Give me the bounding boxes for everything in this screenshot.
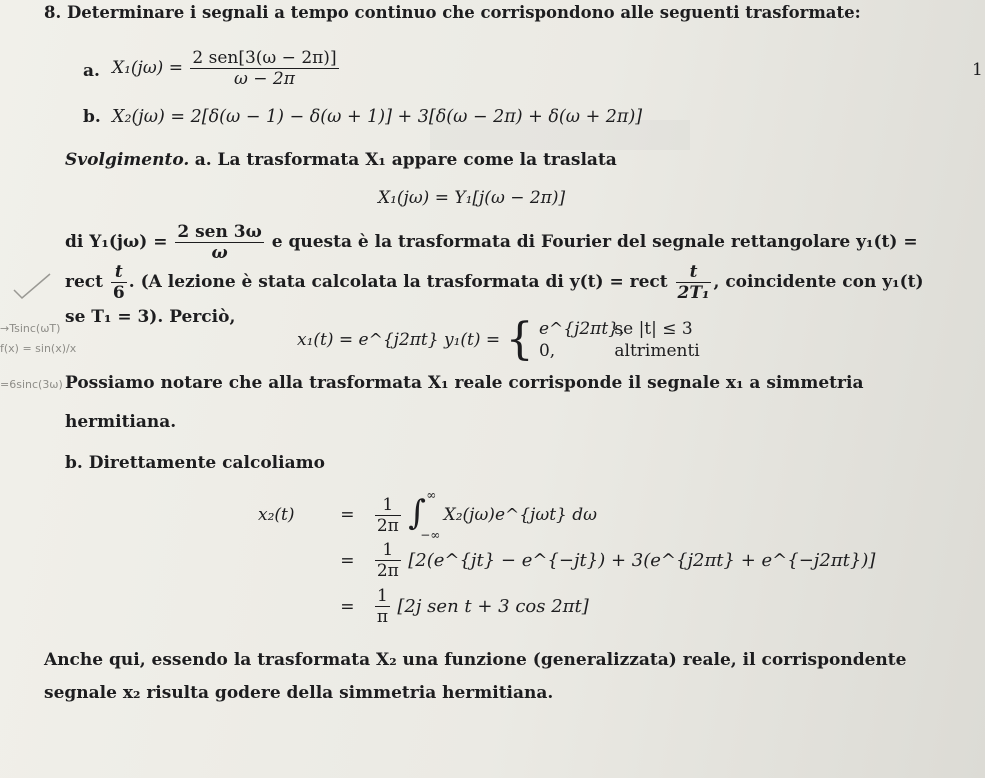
margin-note-1: →Tsinc(ωT) [0,322,61,335]
line2-pre: di Y₁(jω) = [65,232,168,252]
row2-num: 1 [375,540,401,561]
x1-piecewise [297,314,700,365]
case2-value: 0, [538,341,556,361]
part-b-title: b. Direttamente calcoliamo [65,453,325,473]
line3-num-2: t [676,262,712,283]
page-number: 1 [972,60,983,80]
integral-sign: ∫ ∞ −∞ [408,488,441,542]
line3-fraction-2 [676,262,712,303]
shift-equation: X₁(jω) = Y₁[j(ω − 2π)] [378,188,566,208]
line3-den-1: 6 [112,283,125,303]
line2-denominator: ω [211,243,228,263]
case1-value: e^{j2πt}, [538,319,625,339]
row3-fraction [375,586,390,627]
solution-label: Svolgimento. [65,150,190,170]
case1-condition: se |t| ≤ 3 [614,319,693,339]
equals-2: = [340,550,355,571]
line3-fraction-1 [111,262,127,303]
x2-row-3 [258,586,589,627]
check-mark-icon [12,270,52,300]
line3-num-1: t [111,262,127,283]
line2-numerator: 2 sen 3ω [177,222,262,242]
solution-line-2 [65,222,918,263]
item-a-formula [112,48,341,89]
row3-expression: [2j sen t + 3 cos 2πt] [397,596,589,617]
margin-note-2: f(x) = sin(x)/x [0,342,77,355]
integral-upper: ∞ [426,488,437,502]
solution-line-4: se T₁ = 3). Perciò, [65,307,236,327]
x2-row-2 [258,540,875,581]
x1-lhs: x₁(t) = e^{j2πt} y₁(t) = [297,330,501,350]
item-a-label: a. [83,61,100,81]
item-a-denominator: ω − 2π [234,69,295,89]
item-a-lhs: X₁(jω) = [112,58,183,78]
final-line-1: Anche qui, essendo la trasformata X₂ una funzione (generalizzata) reale, il corrispondente [44,650,907,670]
case-row-2 [539,340,700,362]
item-b-label: b. [83,107,101,127]
line3-post: , coincidente con y₁(t) [713,272,924,292]
line3-pre: rect [65,272,103,292]
problem-heading: 8. Determinare i segnali a tempo continuo che corrispondono alle seguenti trasformate: [44,3,861,22]
item-a-fraction [190,48,338,89]
line2-fraction [175,222,263,263]
solution-intro [65,149,617,171]
note-a-line-1: Possiamo notare che alla trasformata X₁ reale corrisponde il segnale x₁ a simmetria [65,373,864,393]
line3-den-2: 2T₁ [677,283,710,303]
x2-lhs: x₂(t) [258,505,295,525]
cases-brace: { [505,314,534,365]
row1-fraction [375,495,401,536]
row1-den: 2π [376,515,399,536]
row2-expression: [2(e^{jt} − e^{−jt}) + 3(e^{j2πt} + e^{−j2πt})] [408,550,876,571]
integral-lower: −∞ [420,528,441,542]
item-a-numerator: 2 sen[3(ω − 2π)] [192,48,337,68]
equals-1: = [340,505,355,525]
row1-integrand: X₂(jω)e^{jωt} dω [443,505,597,525]
solution-line-3 [65,262,924,303]
note-a-line-2: hermitiana. [65,412,177,432]
item-b-formula: X₂(jω) = 2[δ(ω − 1) − δ(ω + 1)] + 3[δ(ω − 2π) + δ(ω + 2π)] [112,107,643,127]
final-line-2: segnale x₂ risulta godere della simmetria hermitiana. [44,683,554,703]
case2-condition: altrimenti [614,341,700,361]
row2-fraction [375,540,401,581]
margin-note-3: =6sinc(3ω) [0,378,63,391]
row3-den: π [376,607,388,627]
equals-3: = [340,596,355,617]
row2-den: 2π [376,561,399,581]
line2-post: e questa è la trasformata di Fourier del segnale rettangolare y₁(t) = [271,232,918,252]
x1-cases [539,318,700,362]
case-row-1 [539,318,700,340]
row1-num: 1 [375,495,401,516]
line3-mid: . (A lezione è stata calcolata la trasformata di y(t) = rect [128,272,668,292]
x2-row-1 [258,490,597,540]
row3-num: 1 [375,586,390,607]
solution-intro-text: a. La trasformata X₁ appare come la traslata [194,150,617,170]
